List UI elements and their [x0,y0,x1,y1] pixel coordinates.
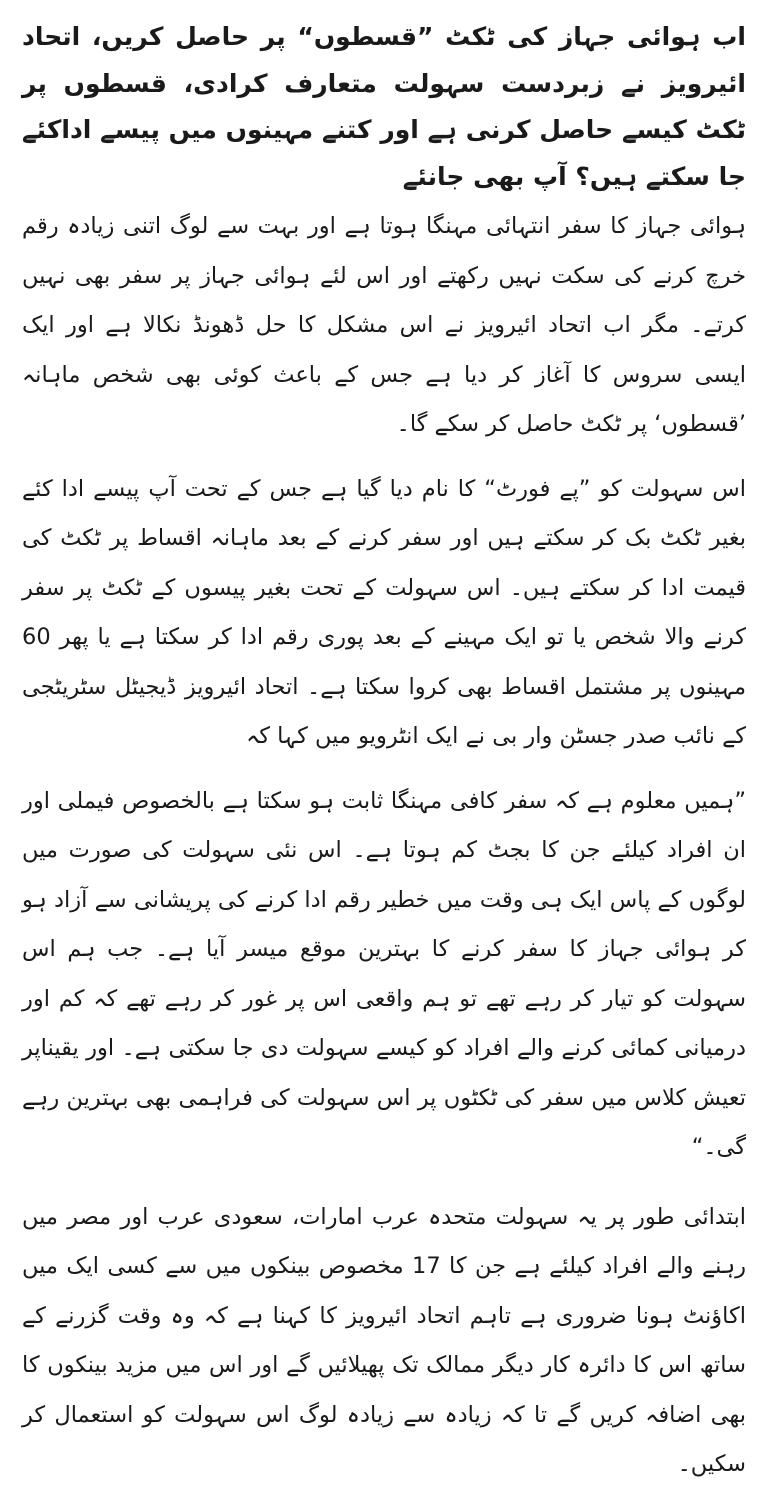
paragraph-quote: ”ہمیں معلوم ہے کہ سفر کافی مہنگا ثابت ہو سکتا ہے بالخصوص فیملی اور ان افراد کیلئے جن کا بجٹ کم ہوتا ہے۔ اس نئی سہولت کی صورت میں لوگوں کے پاس ایک ہی وقت میں خطیر رقم ادا کرنے کی پریشانی سے آزاد ہو کر ہوائی جہاز کا سفر کرنے کا بہترین موقع میسر آیا ہے۔ جب ہم اس سہولت کو تیار کر رہے تھے تو ہم واقعی اس پر غور کر رہے تھے کہ کم اور درمیانی کمائی کرنے والے افراد کو کیسے سہولت دی جا سکتی ہے۔ اور یقیناپر تعیش کلاس میں سفر کی ٹکٹوں پر اس سہولت کی فراہمی بھی بہترین رہے گی۔“ [22,787,746,1160]
article-headline: اب ہوائی جہاز کی ٹکٹ ”قسطوں“ پر حاصل کریں، اتحاد ائیرویز نے زبردست سہولت متعارف کرادی، قسطوں پر ٹکٹ کیسے حاصل کرنی ہے اور کتنے مہینوں میں پیسے اداکئے جا سکتے ہیں؟ آپ بھی جانئے [22,22,746,191]
paragraph-payfort: اس سہولت کو ”پے فورٹ“ کا نام دیا گیا ہے جس کے تحت آپ پیسے ادا کئے بغیر ٹکٹ بک کر سکتے ہیں اور سفر کرنے کے بعد ماہانہ اقساط پر ٹکٹ کی قیمت ادا کر سکتے ہیں۔ اس سہولت کے تحت بغیر پیسوں کے ٹکٹ پر سفر کرنے والا شخص یا تو ایک مہینے کے بعد پوری رقم ادا کر سکتا ہے یا پھر 60 مہینوں پر مشتمل اقساط بھی کروا سکتا ہے۔ اتحاد ائیرویز ڈیجیٹل سٹریٹجی کے نائب صدر جسٹن وار بی نے ایک انٹرویو میں کہا کہ [22,475,746,749]
paragraph-availability: ابتدائی طور پر یہ سہولت متحدہ عرب امارات، سعودی عرب اور مصر میں رہنے والے افراد کیلئے ہے جن کا 17 مخصوص بینکوں میں سے کسی ایک میں اکاؤنٹ ہونا ضروری ہے تاہم اتحاد ائیرویز کا کہنا ہے کہ وہ وقت گزرنے کے ساتھ اس کا دائرہ کار دیگر ممالک تک پھیلائیں گے اور اس میں مزید بینکوں کا بھی اضافہ کریں گے تا کہ زیادہ سے زیادہ لوگ اس سہولت کو استعمال کر سکیں۔ [22,1203,746,1477]
paragraph-intro: ہوائی جہاز کا سفر انتہائی مہنگا ہوتا ہے اور بہت سے لوگ اتنی زیادہ رقم خرچ کرنے کی سکت نہیں رکھتے اور اس لئے ہوائی جہاز پر سفر بھی نہیں کرتے۔ مگر اب اتحاد ائیرویز نے اس مشکل کا حل ڈھونڈ نکالا ہے اور ایک ایسی سروس کا آغاز کر دیا ہے جس کے باعث کوئی بھی شخص ماہانہ ’قسطوں‘ پر ٹکٹ حاصل کر سکے گا۔ [22,213,746,437]
